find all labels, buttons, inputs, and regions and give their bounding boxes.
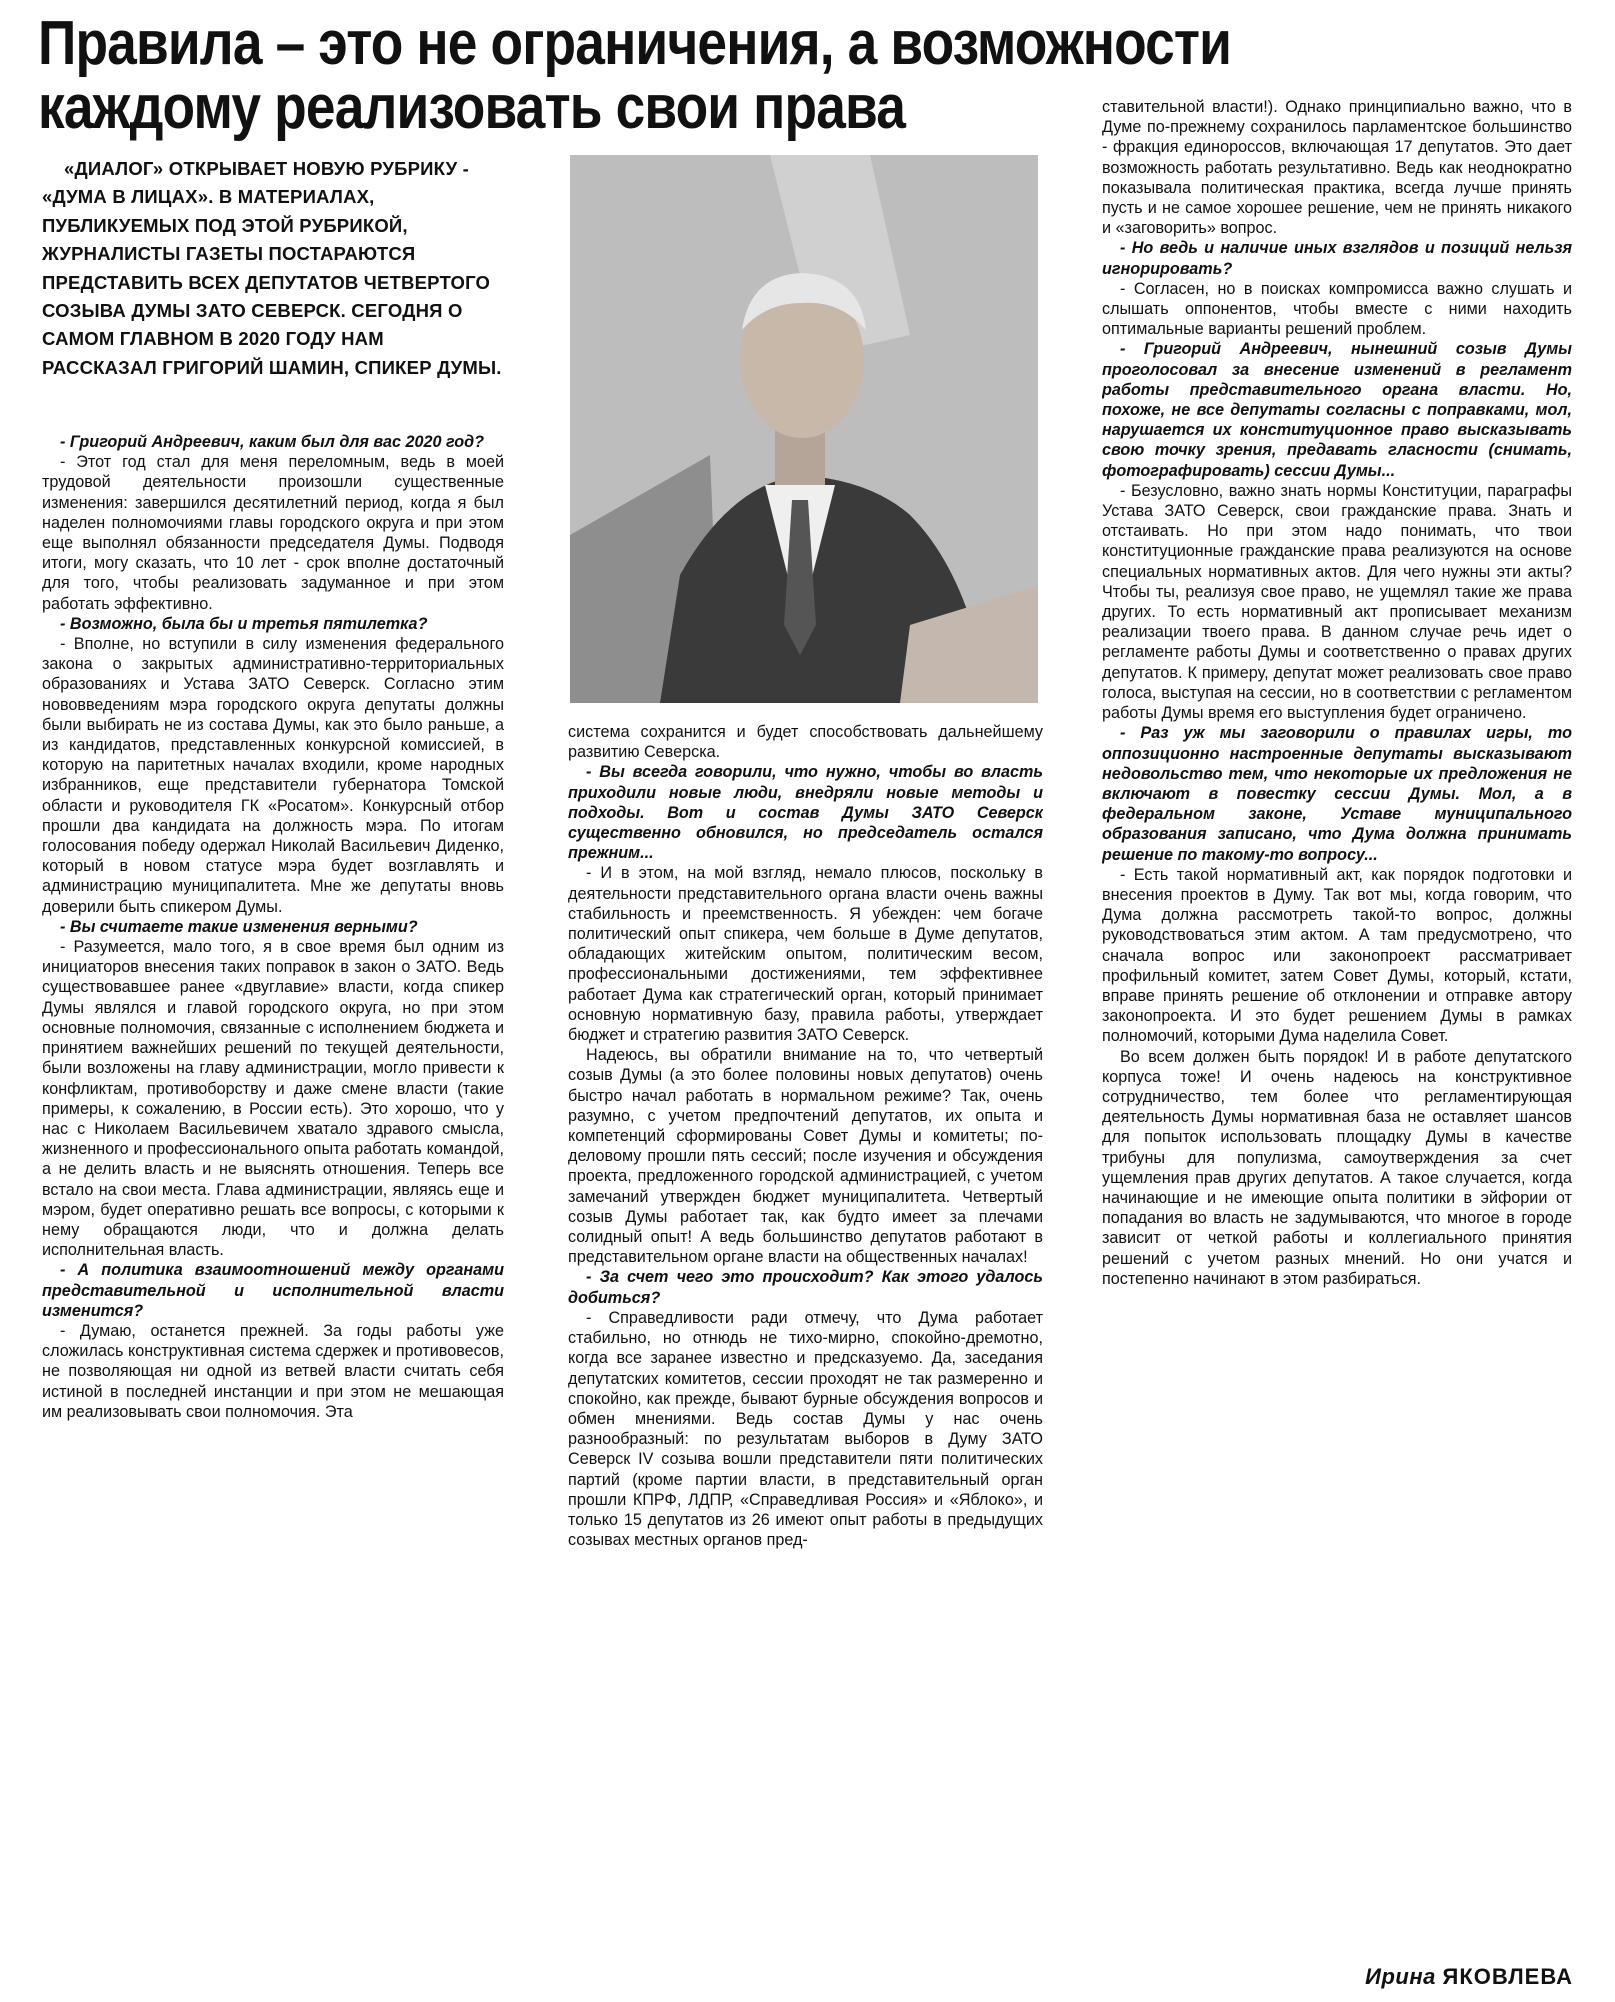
article-column-1 bbox=[42, 432, 504, 1992]
question-paragraph: - За счет чего это происходит? Как этого удалось добиться? bbox=[568, 1268, 1043, 1307]
question-paragraph: - Вы считаете такие изменения верными? bbox=[60, 917, 418, 936]
answer-paragraph: - Согласен, но в поисках компромисса важно слушать и слышать оппонентов, чтобы вместе с ними находить оптимальные варианты решений проблем. bbox=[1102, 279, 1572, 339]
author-last-name: ЯКОВЛЕВА bbox=[1442, 1964, 1573, 1989]
article-column-3 bbox=[1102, 97, 1572, 1967]
answer-paragraph: - Вполне, но вступили в силу изменения федерального закона о закрытых административно-территориальных образованиях и Устава ЗАТО Северск. Согласно этим нововведениям мэра городского округа депутаты должны были выбирать не из состава Думы, как это было раньше, а из кандидатов, представленных конкурсной комиссией, в которую на паритетных началах входили, кроме народных избранников, еще представители губернатора Томской области и руководителя ГК «Росатом». Конкурсный отбор прошли два кандидата на должность мэра. По итогам голосования победу одержал Николай Васильевич Диденко, который в новом статусе мэра будет возглавлять и администрацию муниципалитета. Мне же депутаты вновь доверили быть спикером Думы. bbox=[42, 635, 504, 916]
headline bbox=[38, 9, 1232, 142]
answer-paragraph: ставительной власти!). Однако принципиально важно, что в Думе по-прежнему сохранилось парламентское большинство - фракция единороссов, включающая 17 депутатов. Это дает возможность работать результативно. Ведь как неоднократно показывала политическая практика, всегда лучше принять пусть и не самое хорошее решение, чем не принять никакого и «заговорить» вопрос. bbox=[1102, 98, 1572, 238]
intro-lead: «ДИАЛОГ» ОТКРЫВАЕТ НОВУЮ РУБРИКУ - «ДУМА В ЛИЦАХ». В МАТЕРИАЛАХ, ПУБЛИКУЕМЫХ ПОД ЭТОЙ РУБРИКОЙ, ЖУРНАЛИСТЫ ГАЗЕТЫ ПОСТАРАЮТСЯ ПРЕДСТАВИТЬ ВСЕХ ДЕПУТАТОВ ЧЕТВЕРТОГО СОЗЫВА ДУМЫ ЗАТО СЕВЕРСК. СЕГОДНЯ О САМОМ ГЛАВНОМ В 2020 ГОДУ НАМ РАССКАЗАЛ ГРИГОРИЙ ШАМИН, СПИКЕР ДУМЫ. bbox=[42, 158, 502, 378]
question-paragraph: - А политика взаимоотношений между органами представительной и исполнительной власти изменится? bbox=[42, 1261, 504, 1320]
article-column-2 bbox=[568, 722, 1043, 1992]
answer-paragraph: система сохранится и будет способствовать дальнейшему развитию Северска. bbox=[568, 723, 1043, 762]
question-paragraph: - Григорий Андреевич, каким был для вас 2020 год? bbox=[60, 433, 485, 451]
answer-paragraph: Надеюсь, вы обратили внимание на то, что четвертый созыв Думы (а это более половины новых депутатов) очень быстро начал работать в нормальном режиме? Так, очень разумно, с учетом предпочтений депутатов, их опыта и компетенций сформированы Совет Думы и комитеты; по-деловому прошли пять сессий; после изучения и обсуждения проекта, предложенного городской администрацией, с учетом замечаний утвержден бюджет муниципалитета. Четвертый созыв Думы работает так, как будто имеет за плечами солидный опыт! А ведь большинство депутатов работают в представительном органе власти на общественных началах! bbox=[568, 1046, 1043, 1267]
question-paragraph: - Возможно, была бы и третья пятилетка? bbox=[60, 614, 428, 633]
question-paragraph: - Раз уж мы заговорили о правилах игры, то оппозиционно настроенные депутаты высказывают недовольство тем, что некоторые их предложения не включают в повестку сессии Думы. Мол, а в федеральном законе, Уставе муниципального образования записано, что Дума должна принимать решение по такому-то вопросу... bbox=[1102, 724, 1572, 864]
answer-paragraph: - Этот год стал для меня переломным, ведь в моей трудовой деятельности произошли существенные изменения: завершился десятилетний период, когда я был наделен полномочиями главы городского округа и при этом еще выполнял обязанности председателя Думы. Подводя итоги, могу сказать, что 10 лет - срок вполне достаточный для того, чтобы реализовать задуманное и при этом работать эффективно. bbox=[42, 453, 504, 613]
headline-line-2: каждому реализовать свои права bbox=[38, 73, 906, 142]
author-first-name: Ирина bbox=[1365, 1964, 1436, 1989]
author-byline bbox=[1365, 1964, 1573, 1990]
portrait-illustration bbox=[570, 155, 1038, 703]
answer-paragraph: - Разумеется, мало того, я в свое время был одним из инициаторов внесения таких поправок в закон о ЗАТО. Ведь существовавшее ранее «двуглавие» власти, когда спикер Думы являлся и главой городского округа, но при этом основные полномочия, связанные с исполнением бюджета и принятием важнейших решений по текущей деятельности, были возложены на главу администрации, могло привести к конфликтам, противоборству и даже смене власти (такие примеры, к сожалению, в России есть). Это хорошо, что у нас с Николаем Васильевичем хватало здравого смысла, жизненного и профессионального опыта работать командой, а не делить власть и не выяснять отношения. Теперь все встало на свои места. Глава администрации, являясь еще и мэром, будет оперативно решать все вопросы, с которыми к нему обращаются люди, что и должна делать исполнительная власть. bbox=[42, 938, 504, 1260]
answer-paragraph: - Справедливости ради отмечу, что Дума работает стабильно, но отнюдь не тихо-мирно, спокойно-дремотно, когда все заранее известно и предсказуемо. Да, заседания депутатских комитетов, сессии проходят не так размеренно и спокойно, как прежде, бывают бурные обсуждения вопросов и обмен мнениями. Ведь состав Думы у нас очень разнообразный: по результатам выборов в Думу ЗАТО Северск IV созыва вошли представители пяти политических партий (кроме партии власти, в представительный орган прошли КПРФ, ЛДПР, «Справедливая Россия» и «Яблоко», и только 15 депутатов из 26 имеют опыт работы в предыдущих созывах местных органов пред- bbox=[568, 1308, 1043, 1550]
question-paragraph: - Вы всегда говорили, что нужно, чтобы во власть приходили новые люди, внедряли новые методы и подходы. Вот и состав Думы ЗАТО Северск существенно обновился, но председатель остался прежним... bbox=[568, 763, 1043, 863]
answer-paragraph: - Думаю, останется прежней. За годы работы уже сложилась конструктивная система сдержек и противовесов, не позволяющая ни одной из ветвей власти считать себя истиной в последней инстанции и при этом не мешающая им реализовывать свои полномочия. Эта bbox=[42, 1321, 504, 1421]
headline-line-1: Правила – это не ограничения, а возможности bbox=[38, 9, 1232, 78]
answer-paragraph: - Есть такой нормативный акт, как порядок подготовки и внесения проектов в Думу. Так вот мы, когда говорим, что Дума должна рассмотреть такой-то вопрос, должны руководствоваться этим актом. А там предусмотрено, что сначала вопрос или законопроект рассматривает профильный комитет, затем Совет Думы, который, кстати, вправе принять решение об отклонении и отправке автору законопроекта. И это будет решением Думы в рамках полномочий, которыми Дума наделила Совет. bbox=[1102, 865, 1572, 1046]
answer-paragraph: - Безусловно, важно знать нормы Конституции, параграфы Устава ЗАТО Северск, свои гражданские права. Знать и отстаивать. Но при этом надо понимать, что твои конституционные гражданские права реализуются на основе специальных нормативных актов. Для чего нужны эти акты? Чтобы ты, реализуя свое право, не ущемлял такие же права других. То есть нормативный акт прописывает механизм реализации твоего права. В данном случае речь идет о регламенте работы Думы и соответственно о правах других депутатов. К примеру, депутат может реализовать свое право голоса, выступая на сессии, но в соответствии с регламентом работы Думы время его выступления будет ограничено. bbox=[1102, 481, 1572, 723]
portrait-photo bbox=[570, 155, 1038, 703]
answer-paragraph: - И в этом, на мой взгляд, немало плюсов, поскольку в деятельности представительного органа власти очень важны стабильность и преемственность. Я убежден: чем богаче политический опыт спикера, чем больше в Думе депутатов, обладающих житейским опытом, политическим весом, профессиональными достижениями, тем эффективнее работает Дума как стратегический орган, который принимает основную нормативную базу, правила работы, утверждает бюджет и стратегию развития ЗАТО Северск. bbox=[568, 864, 1043, 1045]
question-paragraph: - Григорий Андреевич, нынешний созыв Думы проголосовал за внесение изменений в регламент работы представительного органа власти. Но, похоже, не все депутаты согласны с поправками, мол, нарушается их конституционное право высказывать свою точку зрения, предавать гласности (снимать, фотографировать) сессии Думы... bbox=[1102, 340, 1572, 480]
answer-paragraph: Во всем должен быть порядок! И в работе депутатского корпуса тоже! И очень надеюсь на конструктивное сотрудничество, тем более что регламентирующая деятельность Думы нормативная база не оставляет шансов для попыток использовать площадку Думы в качестве трибуны для популизма, самоутверждения за счет ущемления прав других депутатов. А такое случается, когда начинающие и не имеющие опыта политики в эйфории от попадания во власть не задумываются, что многое в городе зависит от четкой работы и коллегиального принятия решений с учетом разных мнений. Но они учатся и постепенно начинают в этом разбираться. bbox=[1102, 1047, 1572, 1288]
question-paragraph: - Но ведь и наличие иных взглядов и позиций нельзя игнорировать? bbox=[1102, 239, 1572, 278]
